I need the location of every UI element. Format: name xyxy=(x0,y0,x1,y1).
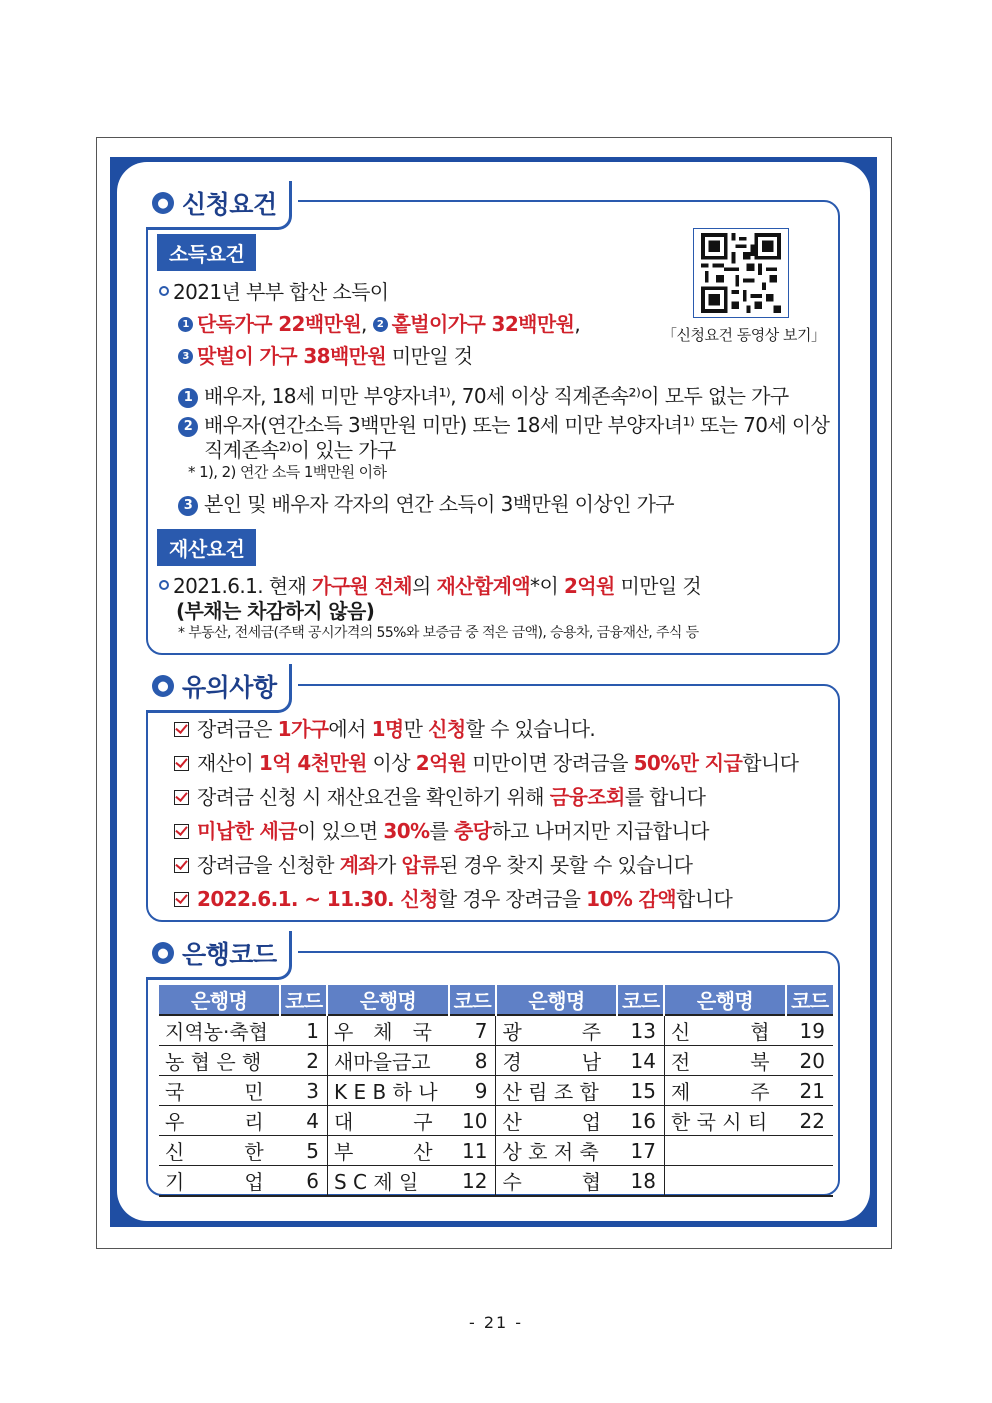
bank-name: 상 호 저 축 xyxy=(496,1136,617,1166)
bank-code: 2 xyxy=(280,1046,327,1076)
column-header: 코드 xyxy=(449,985,496,1015)
bank-name: 국 민 xyxy=(159,1076,280,1106)
chat-bubble-icon: ● xyxy=(152,675,174,697)
table-row xyxy=(159,1076,833,1106)
chat-bubble-icon: ● xyxy=(152,942,174,964)
bank-code: 21 xyxy=(786,1076,833,1106)
bank-name: 부 산 xyxy=(327,1136,448,1166)
bank-code xyxy=(786,1136,833,1166)
bank-code: 8 xyxy=(449,1046,496,1076)
bank-name: 우 리 xyxy=(159,1106,280,1136)
bank-code: 22 xyxy=(786,1106,833,1136)
bank-code: 3 xyxy=(280,1076,327,1106)
num-3-icon: 3 xyxy=(178,496,198,516)
bank-name: 전 북 xyxy=(664,1046,785,1076)
table-row xyxy=(159,1106,833,1136)
asset-debt-note: (부채는 차감하지 않음) xyxy=(176,599,375,623)
checkbox-icon xyxy=(174,790,189,805)
bank-name: 한 국 시 티 xyxy=(664,1106,785,1136)
checkbox-icon xyxy=(174,722,189,737)
bank-code: 13 xyxy=(617,1015,664,1046)
income-intro: 2021년 부부 합산 소득이 xyxy=(159,276,389,305)
qr-code[interactable] xyxy=(693,228,789,318)
notes-header xyxy=(146,664,298,713)
qr-code-icon xyxy=(698,233,784,313)
definition-1: 1 배우자, 18세 미만 부양자녀¹⁾, 70세 이상 직계존속²⁾이 모두 없는 가구 xyxy=(178,380,789,409)
definition-2-line1: 2 배우자(연간소득 3백만원 미만) 또는 18세 미만 부양자녀¹⁾ 또는 70세 이상 xyxy=(178,409,829,438)
definition-3: 3 본인 및 배우자 각자의 연간 소득이 3백만원 이상인 가구 xyxy=(178,488,674,517)
qr-caption[interactable]: 「신청요건 동영상 보기」 xyxy=(662,326,826,344)
bank-codes-header xyxy=(146,931,298,980)
bank-name: 신 협 xyxy=(664,1015,785,1046)
bank-name: 새마을금고 xyxy=(327,1046,448,1076)
bank-code xyxy=(786,1166,833,1197)
num-3-icon: 3 xyxy=(178,349,193,364)
bank-code: 19 xyxy=(786,1015,833,1046)
table-row xyxy=(159,1166,833,1197)
bank-name: 수 협 xyxy=(496,1166,617,1197)
bank-code: 9 xyxy=(449,1076,496,1106)
table-row xyxy=(159,1136,833,1166)
asset-requirement: 2021.6.1. 현재 가구원 전체의 재산합계액*이 2억원 미만일 것 xyxy=(159,570,701,599)
note-2: 재산이 1억 4천만원 이상 2억원 미만이면 장려금을 50%만 지급합니다 xyxy=(174,747,798,776)
bank-name: 광 주 xyxy=(496,1015,617,1046)
note-1: 장려금은 1가구에서 1명만 신청할 수 있습니다. xyxy=(174,713,595,742)
asset-tag: 재산요건 xyxy=(157,529,256,566)
bank-code: 7 xyxy=(449,1015,496,1046)
bank-name: 산 림 조 합 xyxy=(496,1076,617,1106)
bank-name: K E B 하 나 xyxy=(327,1076,448,1106)
bank-name: 우 체 국 xyxy=(327,1015,448,1046)
bank-name: 농 협 은 행 xyxy=(159,1046,280,1076)
column-header: 은행명 xyxy=(496,985,617,1015)
requirements-header xyxy=(146,181,298,230)
bank-name: 경 남 xyxy=(496,1046,617,1076)
bank-code: 6 xyxy=(280,1166,327,1197)
checkbox-icon xyxy=(174,892,189,907)
bank-code: 16 xyxy=(617,1106,664,1136)
bank-name xyxy=(664,1136,785,1166)
circle-bullet-icon xyxy=(159,286,169,296)
note-4: 미납한 세금이 있으면 30%를 충당하고 나머지만 지급합니다 xyxy=(174,815,709,844)
num-1-icon: 1 xyxy=(178,317,193,332)
num-2-icon: 2 xyxy=(178,417,198,437)
definition-2-line2: 직계존속²⁾이 있는 가구 xyxy=(204,438,396,462)
bank-name xyxy=(664,1166,785,1197)
income-categories-2: 3 맞벌이 가구 38백만원 미만일 것 xyxy=(178,340,473,369)
requirements-title: 신청요건 xyxy=(182,190,277,219)
column-header: 은행명 xyxy=(327,985,448,1015)
bank-name: 기 업 xyxy=(159,1166,280,1197)
bank-code: 11 xyxy=(449,1136,496,1166)
bank-code: 20 xyxy=(786,1046,833,1076)
bank-name: 지역농·축협 xyxy=(159,1015,280,1046)
definition-note: * 1), 2) 연간 소득 1백만원 이하 xyxy=(188,463,387,481)
note-5: 장려금을 신청한 계좌가 압류된 경우 찾지 못할 수 있습니다 xyxy=(174,849,692,878)
bank-name: 산 업 xyxy=(496,1106,617,1136)
circle-bullet-icon xyxy=(159,580,169,590)
table-header-row xyxy=(159,985,833,1015)
column-header: 코드 xyxy=(617,985,664,1015)
column-header: 코드 xyxy=(786,985,833,1015)
column-header: 코드 xyxy=(280,985,327,1015)
bank-code: 5 xyxy=(280,1136,327,1166)
bank-codes-title: 은행코드 xyxy=(182,940,277,969)
bank-code: 10 xyxy=(449,1106,496,1136)
note-3: 장려금 신청 시 재산요건을 확인하기 위해 금융조회를 합니다 xyxy=(174,781,705,810)
checkbox-icon xyxy=(174,858,189,873)
checkbox-icon xyxy=(174,756,189,771)
num-2-icon: 2 xyxy=(373,317,388,332)
page-number: - 21 - xyxy=(468,1313,524,1332)
bank-code: 17 xyxy=(617,1136,664,1166)
checkbox-icon xyxy=(174,824,189,839)
column-header: 은행명 xyxy=(664,985,785,1015)
asset-footnote: * 부동산, 전세금(주택 공시가격의 55%와 보증금 중 적은 금액), 승용차, 금융재산, 주식 등 xyxy=(178,625,699,641)
bank-name: S C 제 일 xyxy=(327,1166,448,1197)
income-tag: 소득요건 xyxy=(157,234,256,271)
table-row xyxy=(159,1015,833,1046)
bank-code: 4 xyxy=(280,1106,327,1136)
bank-code: 14 xyxy=(617,1046,664,1076)
notes-title: 유의사항 xyxy=(182,673,277,702)
bank-name: 신 한 xyxy=(159,1136,280,1166)
bank-code: 18 xyxy=(617,1166,664,1197)
bank-code: 15 xyxy=(617,1076,664,1106)
bank-code: 12 xyxy=(449,1166,496,1197)
chat-bubble-icon: ● xyxy=(152,192,174,214)
num-1-icon: 1 xyxy=(178,388,198,408)
bank-code: 1 xyxy=(280,1015,327,1046)
bank-code-table xyxy=(159,985,833,1197)
note-6: 2022.6.1. ~ 11.30. 신청할 경우 장려금을 10% 감액합니다 xyxy=(174,883,732,912)
bank-name: 제 주 xyxy=(664,1076,785,1106)
income-categories-1: 1 단독가구 22백만원, 2 홑벌이가구 32백만원, xyxy=(178,308,580,337)
column-header: 은행명 xyxy=(159,985,280,1015)
bank-name: 대 구 xyxy=(327,1106,448,1136)
table-row xyxy=(159,1046,833,1076)
